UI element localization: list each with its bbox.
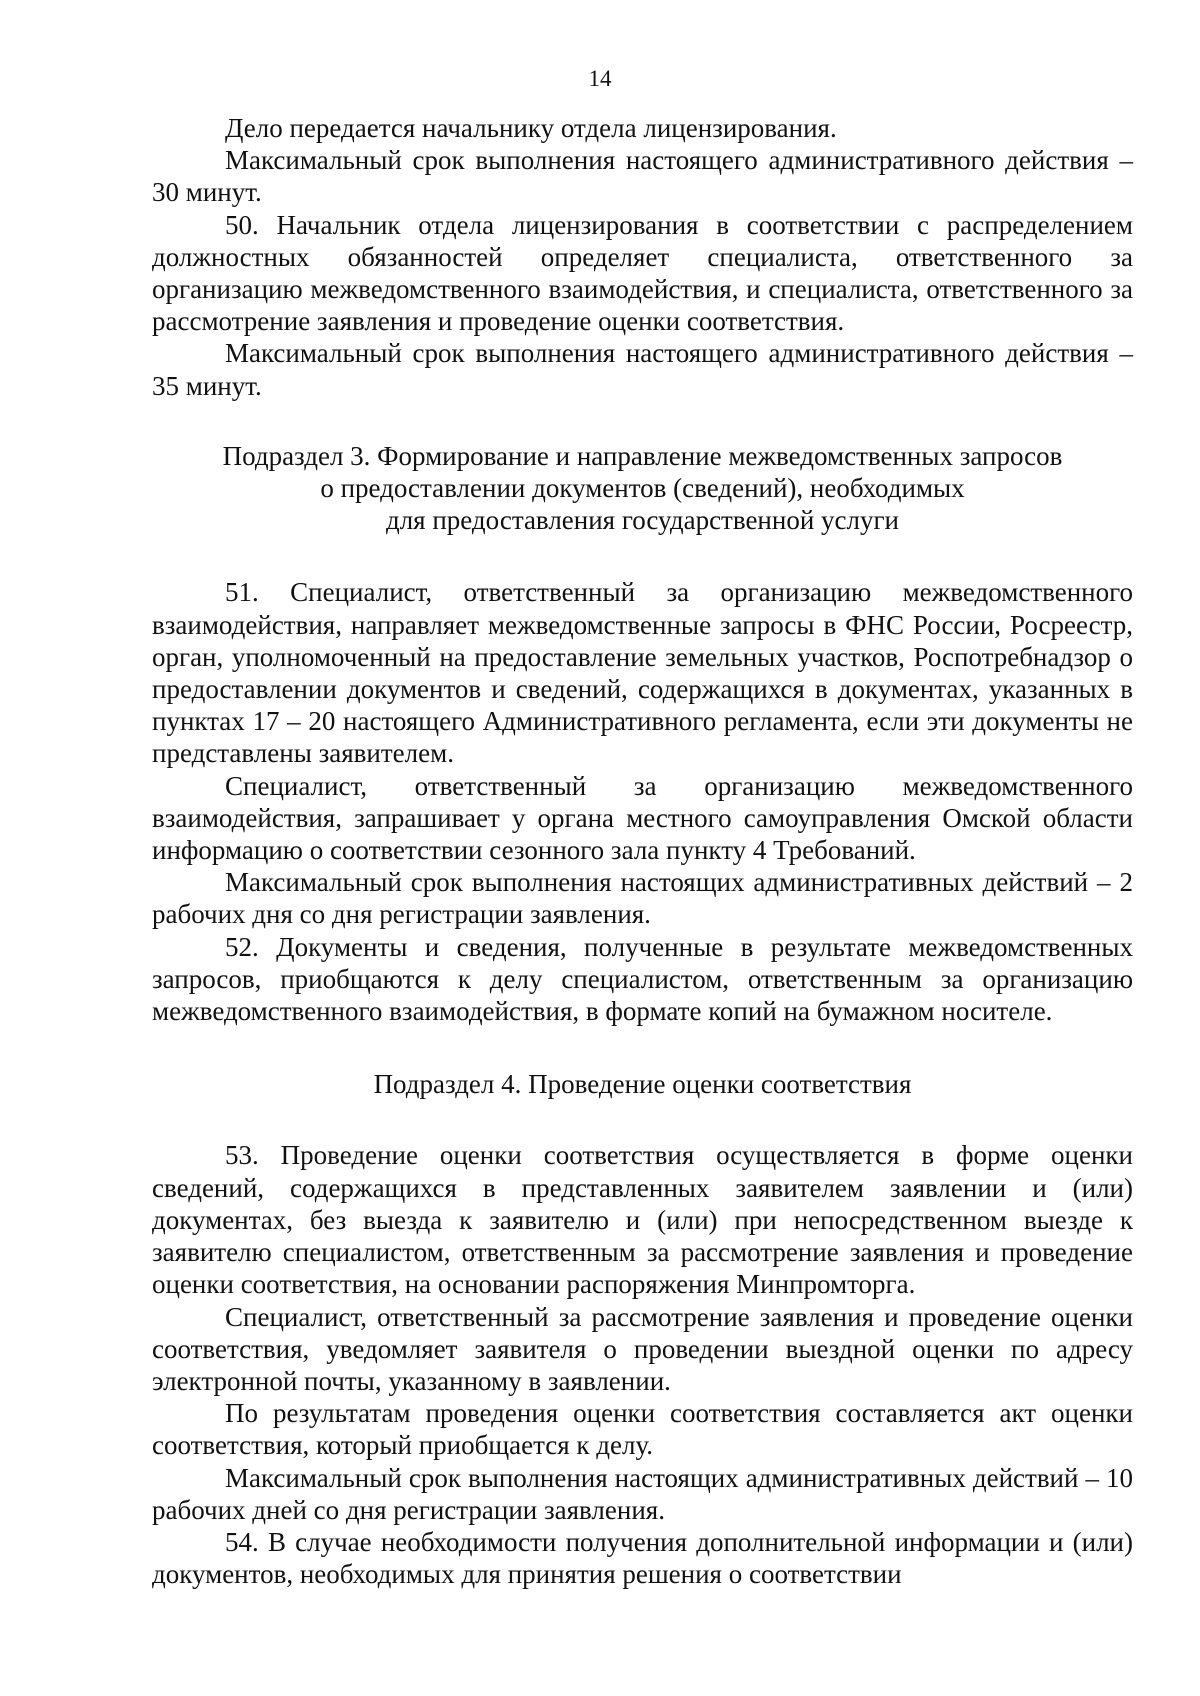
paragraph-53-act: По результатам проведения оценки соответствия составляется акт оценки соответствия, который приобщается к делу. (152, 1398, 1133, 1461)
paragraph-53-term: Максимальный срок выполнения настоящих административных действий – 10 рабочих дней со дня регистрации заявления. (152, 1462, 1133, 1525)
document-body (152, 112, 1133, 1590)
paragraph-case-transfer: Дело передается начальнику отдела лицензирования. (225, 113, 837, 143)
subsection-3-heading-line-2: о предоставлении документов (сведений), необходимых (320, 473, 965, 504)
paragraph-term-35min: Максимальный срок выполнения настоящего административного действия – 35 минут. (152, 338, 1133, 401)
paragraph-50: 50. Начальник отдела лицензирования в соответствии с распределением должностных обязанностей определяет специалиста, ответственного за организацию межведомственного взаимодействия, и специалиста, ответственного за рассмотрение заявления и проведение оценки соответствия. (152, 209, 1133, 337)
paragraph-53-notification: Специалист, ответственный за рассмотрение заявления и проведение оценки соответствия, уведомляет заявителя о проведении выездной оценки по адресу электронной почты, указанному в заявлении. (152, 1301, 1133, 1396)
paragraph-51-specialist: Специалист, ответственный за организацию межведомственного взаимодействия, запрашивает у органа местного самоуправления Омской области информацию о соответствии сезонного зала пункту 4 Требований. (152, 770, 1133, 866)
subsection-3-heading-line-3: для предоставления государственной услуги (385, 505, 900, 536)
paragraph-51: 51. Специалист, ответственный за организацию межведомственного взаимодействия, направляет межведомственные запросы в ФНС России, Росреестр, орган, уполномоченный на предоставление земельных участков, Роспотребнадзор о предоставлении документов и сведений, содержащихся в документах, указанных в пунктах 17 – 20 настоящего Административного регламента, если эти документы не представлены заявителем. (152, 577, 1133, 769)
subsection-3-heading-line-1: Подраздел 3. Формирование и направление межведомственных запросов (222, 440, 1063, 471)
paragraph-51-term: Максимальный срок выполнения настоящих административных действий – 2 рабочих дня со дня регистрации заявления. (152, 867, 1133, 930)
paragraph-52: 52. Документы и сведения, полученные в результате межведомственных запросов, приобщаются к делу специалистом, ответственным за организацию межведомственного взаимодействия, в формате копий на бумажном носителе. (152, 931, 1133, 1027)
page-number: 14 (588, 66, 612, 91)
subsection-3-heading (152, 440, 1133, 537)
paragraph-54: 54. В случае необходимости получения дополнительной информации и (или) документов, необходимых для принятия решения о соответствии (152, 1526, 1133, 1590)
paragraph-term-30min: Максимальный срок выполнения настоящего административного действия – 30 минут. (152, 145, 1133, 208)
subsection-4-heading: Подраздел 4. Проведение оценки соответствия (373, 1069, 912, 1100)
paragraph-53: 53. Проведение оценки соответствия осуществляется в форме оценки сведений, содержащихся в представленных заявителем заявлении и (или) документах, без выезда к заявителю и (или) при непосредственном выезде к заявителю специалистом, ответственным за рассмотрение заявления и проведение оценки соответствия, на основании распоряжения Минпромторга. (152, 1140, 1133, 1300)
